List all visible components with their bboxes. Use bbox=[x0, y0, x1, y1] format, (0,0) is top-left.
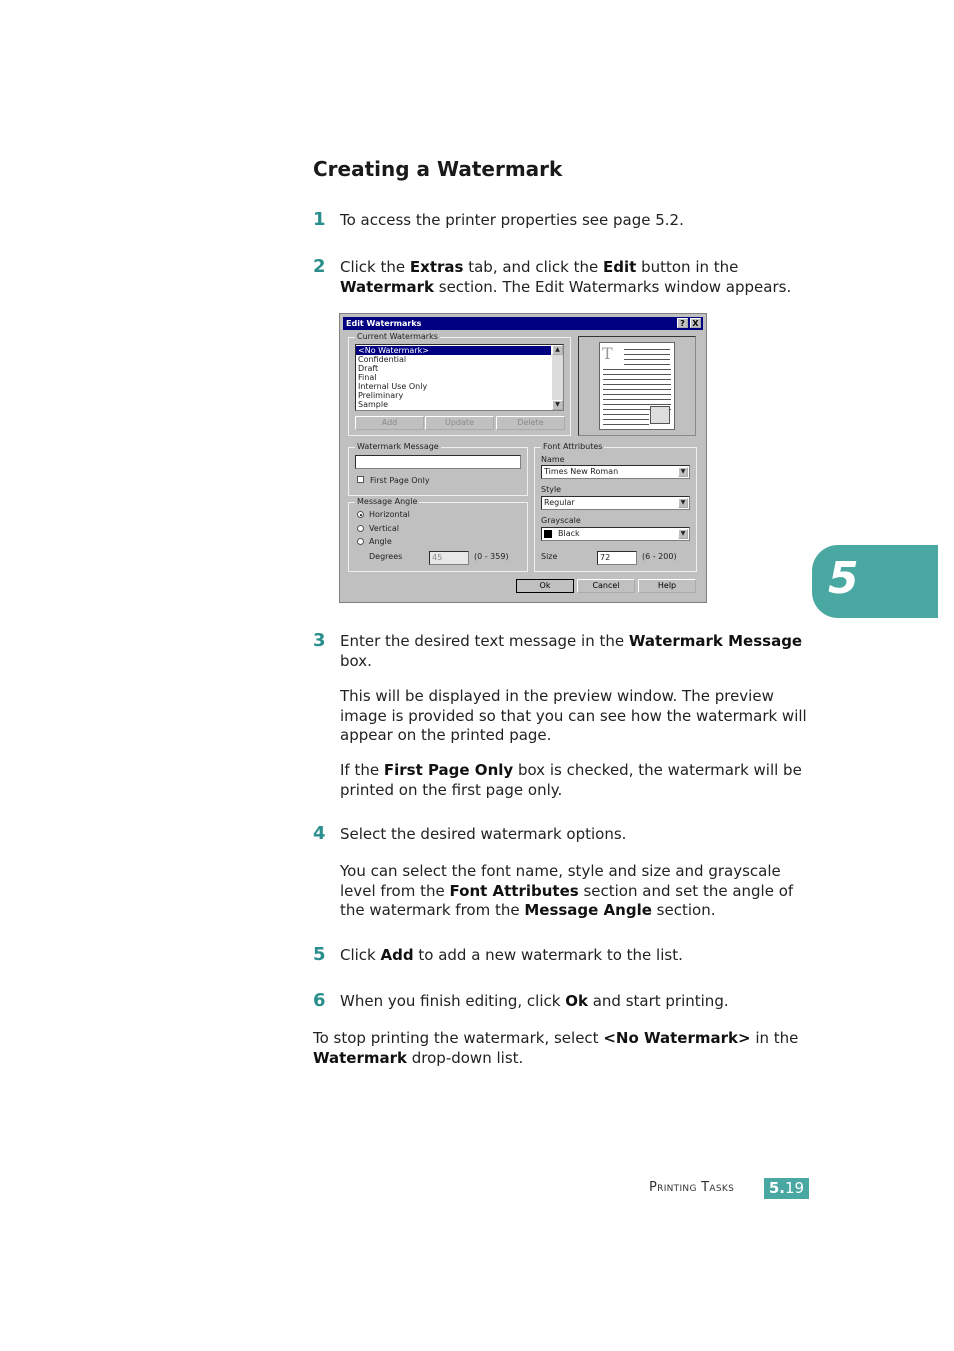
preview-text-line bbox=[603, 419, 649, 420]
step-number: 6 bbox=[313, 990, 326, 1011]
degrees-stepper[interactable]: 45 bbox=[429, 551, 469, 565]
preview-page bbox=[599, 342, 675, 430]
first-page-only-label: First Page Only bbox=[370, 476, 430, 485]
angle-radio[interactable] bbox=[357, 538, 364, 545]
step-number: 1 bbox=[313, 209, 326, 230]
ok-button[interactable]: Ok bbox=[516, 579, 574, 593]
preview-text-line bbox=[603, 394, 671, 395]
first-page-only-checkbox[interactable] bbox=[357, 476, 364, 483]
preview-text-line bbox=[603, 389, 671, 390]
preview-text-line bbox=[603, 404, 671, 405]
add-button[interactable]: Add bbox=[355, 416, 424, 430]
step-number: 5 bbox=[313, 944, 326, 965]
group-label: Font Attributes bbox=[543, 442, 603, 451]
list-item[interactable]: <No Watermark> bbox=[356, 346, 551, 355]
watermark-preview bbox=[578, 336, 696, 436]
step-text: To access the printer properties see page 5.2. bbox=[340, 211, 684, 229]
list-item[interactable]: Draft bbox=[358, 364, 379, 373]
step-detail: This will be displayed in the preview window. The preview image is provided so that you can see how the watermark will appear on the printed page. bbox=[340, 687, 807, 744]
degrees-range: (0 - 359) bbox=[474, 552, 509, 561]
chapter-tab bbox=[812, 545, 938, 618]
step-text: Select the desired watermark options. bbox=[340, 825, 627, 843]
preview-text-line bbox=[603, 379, 671, 380]
help-icon[interactable]: ? bbox=[677, 318, 688, 328]
group-label: Message Angle bbox=[357, 497, 418, 506]
preview-text-line bbox=[603, 424, 649, 425]
update-button[interactable]: Update bbox=[425, 416, 494, 430]
list-item[interactable]: Confidential bbox=[358, 355, 407, 364]
list-item[interactable]: Preliminary bbox=[358, 391, 404, 400]
horizontal-radio[interactable] bbox=[357, 511, 364, 518]
step-number: 4 bbox=[313, 823, 326, 844]
preview-text-line bbox=[603, 399, 671, 400]
watermark-message-input[interactable] bbox=[355, 455, 521, 469]
size-label: Size bbox=[541, 552, 558, 561]
font-name-select[interactable]: Times New Roman ▼ bbox=[541, 465, 690, 479]
step-text: Click the Extras tab, and click the Edit button in the Watermark section. The Edit Watermarks window appears. bbox=[340, 258, 792, 296]
step-number: 2 bbox=[313, 256, 326, 277]
cancel-button[interactable]: Cancel bbox=[577, 579, 635, 593]
size-range: (6 - 200) bbox=[642, 552, 677, 561]
style-label: Style bbox=[541, 485, 562, 494]
list-item[interactable]: Internal Use Only bbox=[358, 382, 428, 391]
preview-watermark-letter: T bbox=[602, 344, 613, 363]
closing-note: To stop printing the watermark, select <No Watermark> in the Watermark drop-down list. bbox=[313, 1029, 799, 1067]
list-item[interactable]: Sample bbox=[358, 400, 388, 409]
group-label: Current Watermarks bbox=[357, 332, 438, 341]
close-icon[interactable]: X bbox=[690, 318, 701, 328]
list-scrollbar[interactable] bbox=[552, 345, 563, 410]
vertical-label: Vertical bbox=[369, 524, 399, 533]
step-text: Click Add to add a new watermark to the list. bbox=[340, 946, 683, 964]
chapter-number: 5 bbox=[828, 553, 859, 604]
preview-text-line bbox=[603, 374, 671, 375]
font-name-label: Name bbox=[541, 455, 565, 464]
horizontal-label: Horizontal bbox=[369, 510, 410, 519]
page-number: 5.19 bbox=[764, 1178, 809, 1199]
preview-text-line bbox=[624, 354, 670, 355]
grayscale-label: Grayscale bbox=[541, 516, 581, 525]
page-title: Creating a Watermark bbox=[313, 157, 563, 181]
size-stepper[interactable]: 72 bbox=[597, 551, 637, 565]
preview-text-line bbox=[603, 384, 671, 385]
help-button[interactable]: Help bbox=[638, 579, 696, 593]
preview-text-line bbox=[603, 369, 671, 370]
preview-text-line bbox=[603, 414, 649, 415]
delete-button[interactable]: Delete bbox=[496, 416, 565, 430]
group-label: Watermark Message bbox=[357, 442, 439, 451]
grayscale-select[interactable]: Black ▼ bbox=[541, 527, 690, 541]
step-number: 3 bbox=[313, 630, 326, 651]
list-item[interactable]: Final bbox=[358, 373, 377, 382]
chevron-down-icon[interactable]: ▼ bbox=[678, 498, 688, 508]
chevron-down-icon[interactable]: ▼ bbox=[678, 529, 688, 539]
step-text: When you finish editing, click Ok and start printing. bbox=[340, 992, 729, 1010]
step-text: Enter the desired text message in the Watermark Message box. bbox=[340, 632, 803, 670]
step-detail: You can select the font name, style and size and grayscale level from the Font Attributes section and set the angle of the watermark from the Message Angle section. bbox=[340, 862, 794, 919]
preview-text-line bbox=[624, 364, 670, 365]
preview-image-icon bbox=[650, 406, 670, 424]
preview-text-line bbox=[624, 359, 670, 360]
scroll-down-icon[interactable]: ▼ bbox=[552, 400, 563, 410]
watermark-list[interactable] bbox=[355, 344, 564, 411]
angle-label: Angle bbox=[369, 537, 392, 546]
degrees-label: Degrees bbox=[369, 552, 403, 561]
footer-section: Printing Tasks bbox=[649, 1180, 735, 1195]
dialog-titlebar: Edit Watermarks ? X bbox=[343, 317, 703, 330]
scroll-up-icon[interactable]: ▲ bbox=[552, 345, 563, 355]
font-style-select[interactable]: Regular ▼ bbox=[541, 496, 690, 510]
vertical-radio[interactable] bbox=[357, 525, 364, 532]
chevron-down-icon[interactable]: ▼ bbox=[678, 467, 688, 477]
color-swatch-icon bbox=[544, 530, 552, 538]
preview-text-line bbox=[624, 349, 670, 350]
step-detail: If the First Page Only box is checked, the watermark will be printed on the first page only. bbox=[340, 761, 802, 799]
